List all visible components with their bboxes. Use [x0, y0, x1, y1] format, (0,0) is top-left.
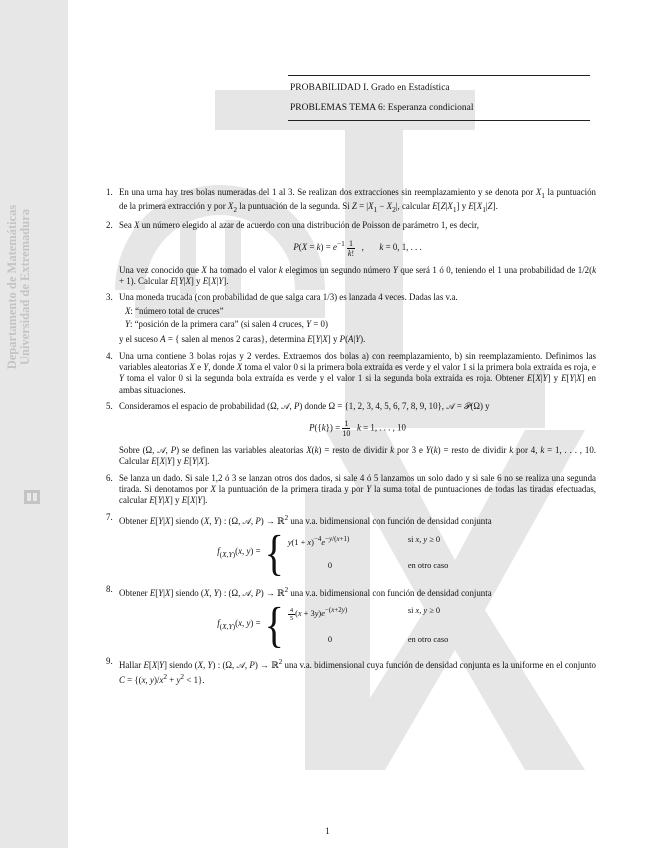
- problem-item: 2. Sea X un número elegido al azar de acuerdo con una distribución de Poisson de parámetro 1, es decir, $P(X = k) = e^{-1}$ $\frac{1}{k!}$ , k = 0, 1, . . . Una vez conocido que X ha tomado el valor k elegimos un segundo número Y que será 1 ó 0, teniendo el 1 una probabilidad de 1/2(k + 1). Calcular E[Y|X] y E[X|Y].: [106, 220, 597, 287]
- problem-item: 4. Una urna contiene 3 bolas rojas y 2 verdes. Extraemos dos bolas a) con reemplazamiento, b) sin reemplazamiento. Definimos las variables aleatorias X e Y, donde X toma el valor 0 si la primera bola extraída es verde y el valor 1 si la primera bola extraída es roja, e Y toma el valor 0 si la segunda bola extraída es verde y el valor 1 si la segunda bola extraída es roja. Obtener E[X|Y] y E[Y|X] en ambas situaciones.: [106, 350, 596, 395]
- page-number: 1: [325, 826, 330, 836]
- sidebar-band: [0, 0, 68, 848]
- header-rule-bottom: [288, 120, 590, 121]
- university-logo-icon: [22, 487, 42, 507]
- problem-item: 3. Una moneda trucada (con probabilidad de que salga cara 1/3) es lanzada 4 veces. Dadas las v.a. X: “número total de cruces” Y: “posición de la primera cara” (si salen 4 cruces, Y = 0) y el suceso A = { salen al menos 2 caras}, determina E[Y|X] y P(A|Y).: [106, 292, 458, 345]
- problem-item: 5. Consideramos el espacio de probabilidad (Ω, 𝒜, P) donde Ω = {1, 2, 3, 4, 5, 6, 7, 8, 9, 10}, 𝒜 = 𝒫(Ω) y P({k}) = $\frac{1}{10}$ k = 1, . . . , 10 Sobre (Ω, 𝒜, P) se definen las variables aleatorias X(k) = resto de dividir k por 3 e Y(k) = resto de dividir k por 4, k = 1, . . . , 10. Calcular E[X|Y] y E[Y|X].: [106, 400, 596, 467]
- sidebar-dept: Departamento de Matemáticas: [5, 204, 19, 370]
- problem-item: 6. Se lanza un dado. Si sale 1,2 ó 3 se lanzan otros dos dados, si sale 4 ó 5 lanzamos un solo dado y si sale 6 no se realiza una segunda tirada. Si denotamos por X la puntuación de la primera tirada y por Y la suma total de puntuaciones de todas las tiradas efectuadas, calcular E[Y|X] y E[X|Y].: [106, 472, 596, 506]
- course-title: PROBABILIDAD I. Grado en Estadística: [290, 83, 450, 93]
- problem-list: [106, 187, 596, 692]
- problem-item: 1. En una urna hay tres bolas numeradas del 1 al 3. Se realizan dos extracciones sin reemplazamiento y se denota por $X_1$ la puntuación de la primera extracción y por $X_2$ la puntuación de la segunda. Si $Z = |X_1 - X_2|$, calcular $E[Z|X_1]$ y $E[X_1|Z]$.: [106, 187, 596, 214]
- topic-title: PROBLEMAS TEMA 6: Esperanza condicional: [290, 103, 474, 113]
- problem-item: 8. Obtener E[Y|X] siendo (X, Y) : (Ω, 𝒜, P) → ℝ$^2$ una v.a. bidimensional con función de densidad conjunta $f_{(X,Y)}(x$, y) = { $\frac{4}{5}(x + 3y)e^{-(x+2y)}$ si x, y ≥ 0 0 en otro caso: [106, 583, 492, 653]
- sidebar-institution: [6, 92, 32, 482]
- problem-item: 9. Hallar E[X|Y] siendo (X, Y) : (Ω, 𝒜, P) → ℝ$^2$ una v.a. bidimensional cuya función de densidad conjunta es la uniforme en el conjunto C = {(x, $y)/x^2 + y^2 < 1$}.: [106, 656, 596, 686]
- header-rule-top: [288, 75, 590, 76]
- problem-item: 7. Obtener E[Y|X] siendo (X, Y) : (Ω, 𝒜, P) → ℝ$^2$ una v.a. bidimensional con función de densidad conjunta $f_{(X,Y)}(x$, y) = { $y(1 + x)^{-4}e^{-y/(x+1)}$ si x, y ≥ 0 0 en otro caso: [106, 511, 492, 581]
- sidebar-univ: Universidad de Extremadura: [18, 208, 32, 366]
